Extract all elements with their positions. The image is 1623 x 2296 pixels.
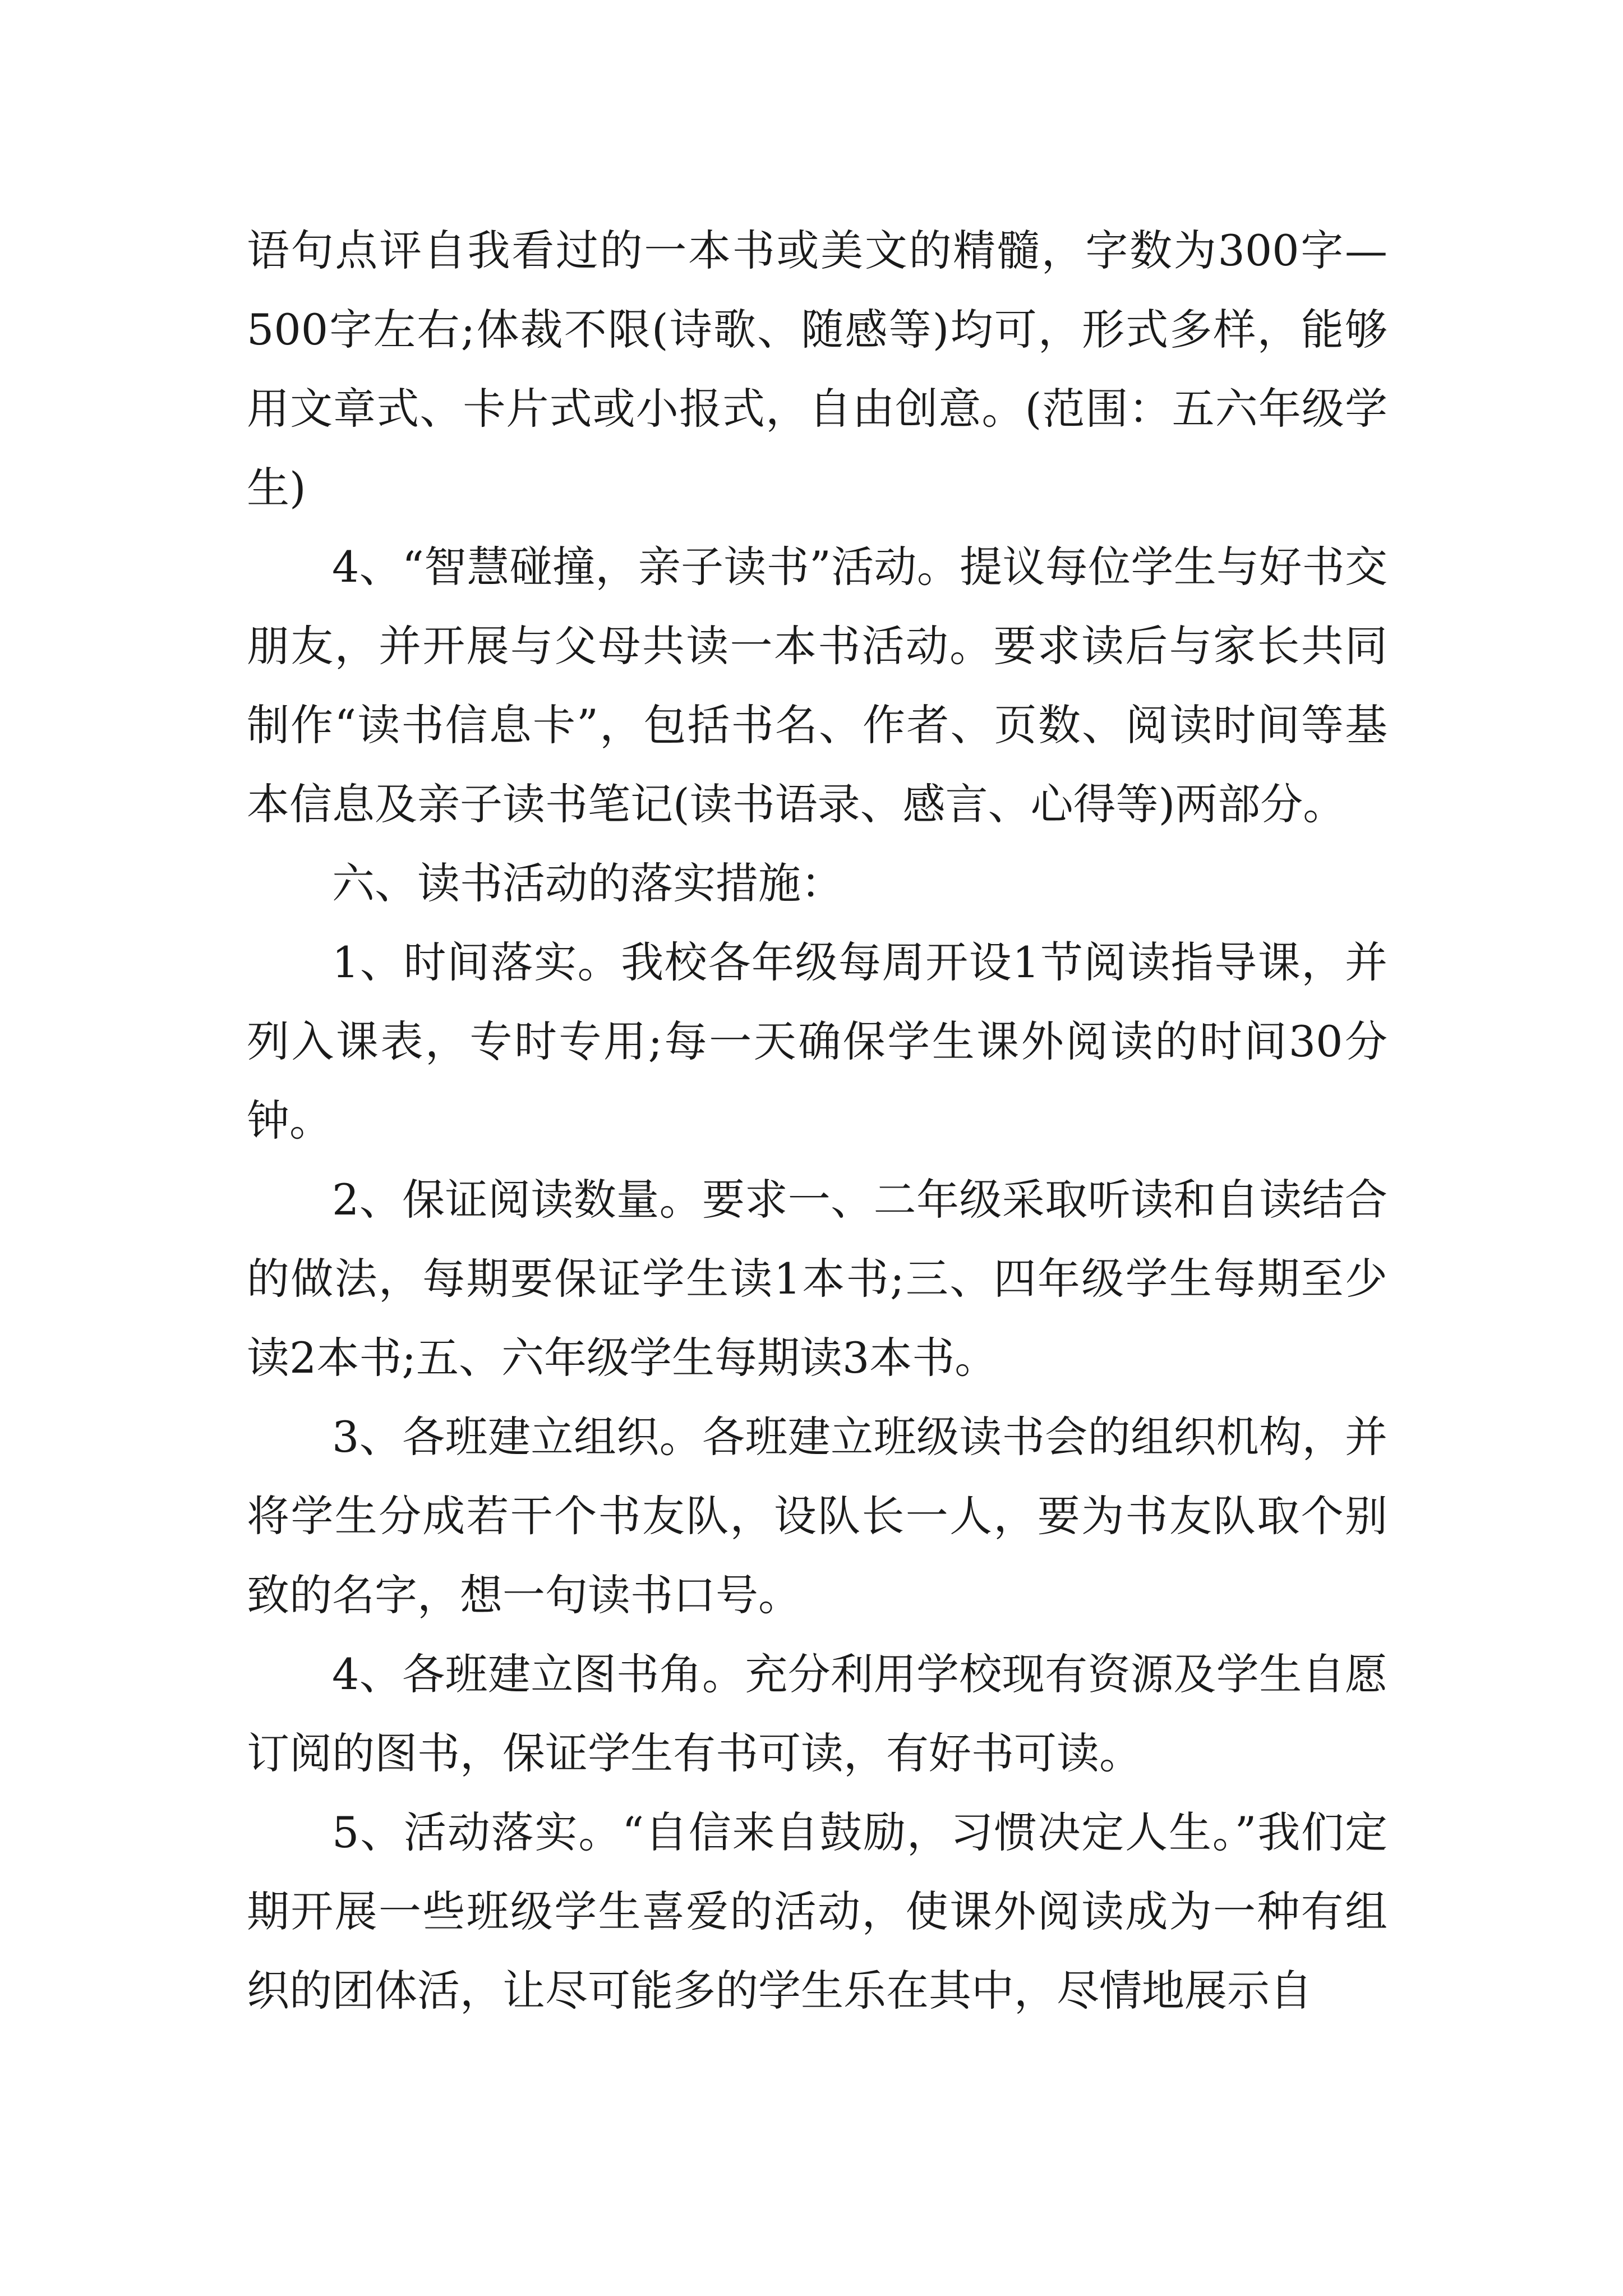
section-heading-measures: 六、读书活动的落实措施：	[332, 858, 843, 908]
paragraph-time: 1、时间落实。我校各年级每周开设1节阅读指导课，并列入课表，专时专用;每一天确保学生课外阅读的时间30分钟。	[247, 937, 1387, 1145]
paragraph-parent-child-reading: 4、“智慧碰撞，亲子读书”活动。提议每位学生与好书交朋友，并开展与父母共读一本书活动。要求读后与家长共同制作“读书信息卡”，包括书名、作者、页数、阅读时间等基本信息及亲子读书笔记(读书语录、感言、心得等)两部分。	[247, 542, 1387, 829]
paragraph-quantity: 2、保证阅读数量。要求一、二年级采取听读和自读结合的做法，每期要保证学生读1本书;三、四年级学生每期至少读2本书;五、六年级学生每期读3本书。	[247, 1175, 1387, 1383]
document-page	[247, 211, 1387, 2030]
paragraph-organization: 3、各班建立组织。各班建立班级读书会的组织机构，并将学生分成若干个书友队，设队长一人，要为书友队取个别致的名字，想一句读书口号。	[247, 1412, 1387, 1620]
paragraph-intro-continuation: 语句点评自我看过的一本书或美文的精髓，字数为300字—500字左右;体裁不限(诗歌、随感等)均可，形式多样，能够用文章式、卡片式或小报式，自由创意。(范围：五六年级学生)	[247, 226, 1387, 513]
paragraph-activities: 5、活动落实。“自信来自鼓励，习惯决定人生。”我们定期开展一些班级学生喜爱的活动，使课外阅读成为一种有组织的团体活，让尽可能多的学生乐在其中，尽情地展示自	[247, 1807, 1387, 2016]
paragraph-book-corner: 4、各班建立图书角。充分利用学校现有资源及学生自愿订阅的图书，保证学生有书可读，有好书可读。	[247, 1649, 1387, 1778]
